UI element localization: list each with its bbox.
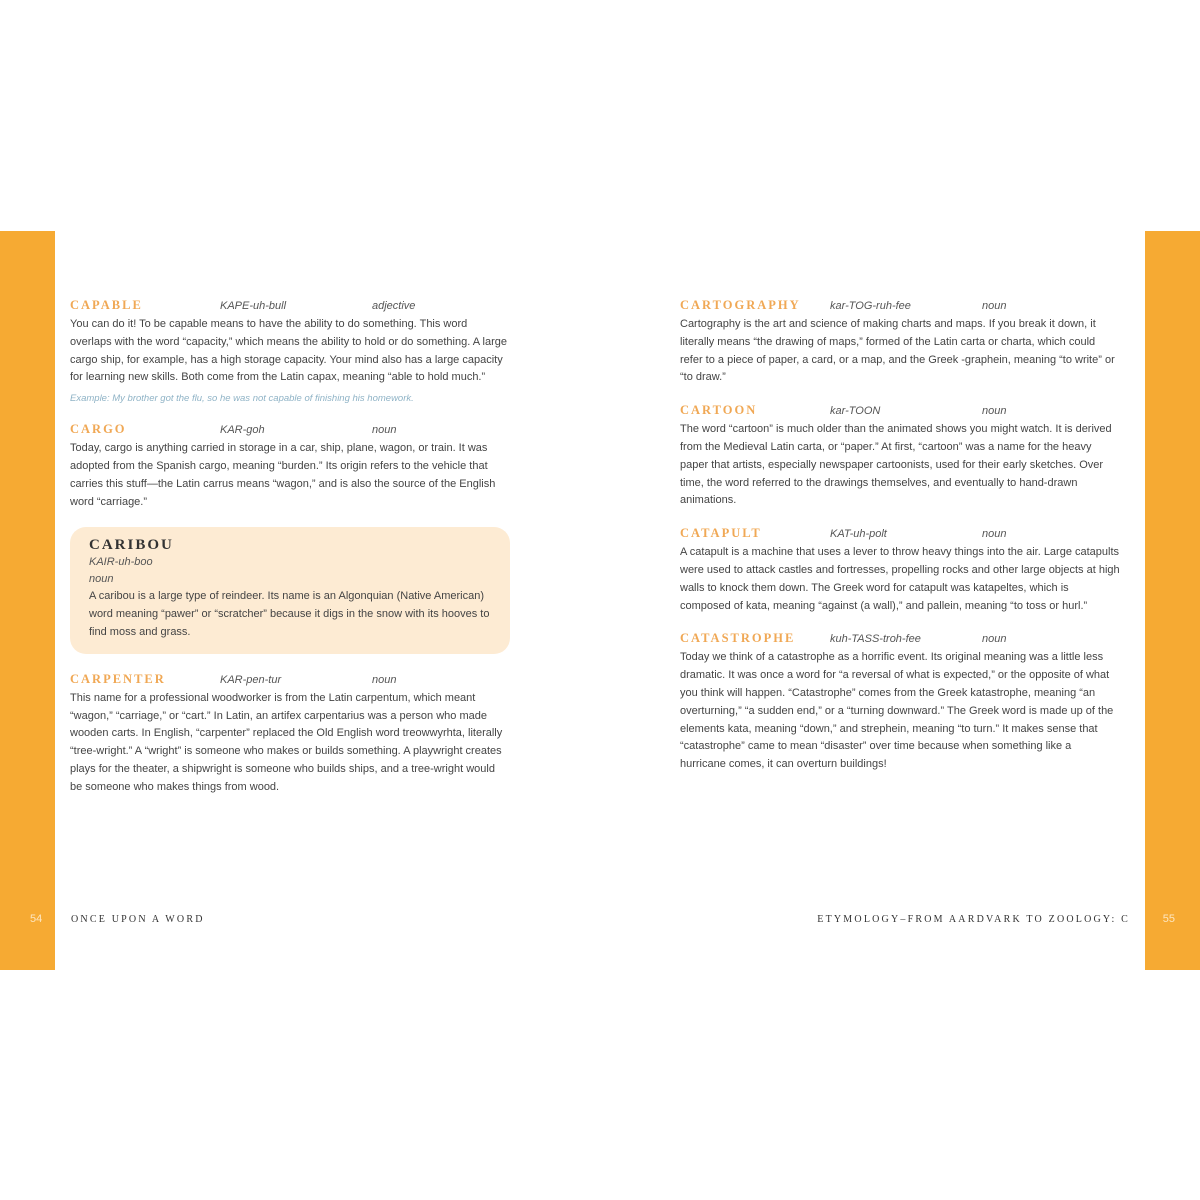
entry-carpenter — [70, 672, 510, 797]
entry-word: CARGO — [70, 422, 127, 437]
left-page-column — [70, 298, 510, 813]
right-page-column — [680, 298, 1120, 790]
entry-capable — [70, 298, 510, 404]
entry-word: CARTOON — [680, 403, 758, 418]
entry-part-of-speech: adjective — [372, 300, 416, 312]
entry-pronunciation: kar-TOON — [830, 405, 881, 418]
entry-definition: Today, cargo is anything carried in storage in a car, ship, plane, wagon, or train. It was adopted from the Spanish cargo, meaning “burden.” Its origin refers to the vehicle that carries this stuff—the Latin carrus means “wagon,” and is also the source of the English word “carriage.” — [70, 442, 496, 508]
entry-definition: A catapult is a machine that uses a lever to throw heavy things into the air. Large catapults were used to attack castles and fortresses, propelling rocks and other large objects at high walls to knock them down. The Greek word for catapult was katapeltes, which is composed of kata, meaning “against (a wall),” and pallein, meaning “to toss or hurl.” — [680, 546, 1120, 612]
entry-definition: Today we think of a catastrophe as a horrific event. Its original meaning was a little less dramatic. It was once a word for “a reversal of what is expected,” or the opposite of what you think will happen. “Catastrophe” comes from the Greek katastrophe, meaning “an overturning,” “a sudden end,” or a “turning downward.” The Greek word is made up of the elements kata, meaning “down,” and strephein, meaning “to turn.” It makes sense that “catastrophe” came to mean “disaster” over time because when something like a hurricane comes, it can overturn buildings! — [680, 651, 1114, 771]
entry-catastrophe — [680, 631, 1120, 774]
entry-word: CARTOGRAPHY — [680, 298, 801, 312]
entry-header — [70, 672, 510, 690]
book-spread — [0, 231, 1200, 970]
right-page-edge-bar — [1145, 231, 1200, 970]
entry-part-of-speech: noun — [982, 300, 1007, 312]
entry-part-of-speech: noun — [982, 528, 1007, 541]
entry-cargo — [70, 422, 510, 511]
entry-example: Example: My brother got the flu, so he was not capable of finishing his homework. — [70, 393, 414, 405]
entry-cartoon — [680, 403, 1120, 510]
entry-pronunciation: KAT-uh-polt — [830, 528, 887, 541]
entry-header — [680, 298, 1120, 316]
entry-header — [70, 298, 510, 316]
entry-definition: Cartography is the art and science of making charts and maps. If you break it down, it literally means “the drawing of maps,” formed of the Latin carta or charta, which could refer to a piece of paper, a card, or a map, and the Greek -graphein, meaning “to write” or “to draw.” — [680, 318, 1115, 384]
entry-definition: This name for a professional woodworker is from the Latin carpentum, which meant “wagon,” “carriage,” or “cart.” In Latin, an artifex carpentarius was a person who made wooden carts. In English, “carpenter” replaced the Old English word treowwyrhta, literally “tree-wright.” A “wright” is someone who makes or builds something. A playwright creates plays for the theater, a shipwright is someone who builds ships, and a tree-wright would be someone who makes things from wood. — [70, 691, 503, 793]
entry-word: CAPABLE — [70, 298, 143, 312]
left-page-number: 54 — [30, 913, 43, 925]
entry-definition: The word “cartoon” is much older than the animated shows you might watch. It is derived from the Medieval Latin carta, or “paper.” At first, “cartoon” was a name for the heavy paper that artists, especially newspaper cartoonists, used for their early sketches. Over time, the word referred to the drawings themselves, and eventually to hand-drawn animations. — [680, 423, 1112, 507]
right-page-number: 55 — [1162, 913, 1175, 925]
sidebar-part-of-speech: noun — [89, 573, 114, 586]
sidebar-word: CARIBOU — [89, 537, 174, 554]
entry-part-of-speech: noun — [982, 405, 1007, 418]
entry-pronunciation: kar-TOG-ruh-fee — [830, 300, 911, 312]
entry-word: CARPENTER — [70, 671, 166, 686]
entry-pronunciation: KAR-goh — [220, 424, 265, 437]
sidebar-definition: A caribou is a large type of reindeer. Its name is an Algonquian (Native American) word meaning “pawer” or “scratcher” because it digs in the snow with its hooves to find moss and grass. — [89, 590, 490, 638]
right-running-footer: ETYMOLOGY–FROM AARDVARK TO ZOOLOGY: C — [817, 914, 1130, 925]
entry-header — [680, 631, 1120, 649]
entry-header — [680, 526, 1120, 544]
entry-definition: You can do it! To be capable means to have the ability to do something. This word overlaps with the word “capacity,” which means the ability to hold or do something. A large cargo ship, for example, has a high storage capacity. Your mind also has a large capacity for learning new skills. Both come from the Latin capax, meaning “able to hold much.” — [70, 318, 507, 384]
entry-part-of-speech: noun — [372, 424, 397, 437]
entry-pronunciation: KAPE-uh-bull — [220, 300, 287, 312]
caribou-sidebar-box — [70, 527, 510, 653]
entry-header — [70, 422, 510, 440]
entry-cartography — [680, 298, 1120, 387]
entry-word: CATASTROPHE — [680, 631, 796, 646]
entry-pronunciation: KAR-pen-tur — [220, 673, 282, 686]
entry-header — [680, 403, 1120, 421]
left-running-footer: ONCE UPON A WORD — [71, 914, 205, 925]
entry-part-of-speech: noun — [982, 633, 1007, 646]
entry-catapult — [680, 526, 1120, 615]
entry-part-of-speech: noun — [372, 673, 397, 686]
entry-word: CATAPULT — [680, 526, 762, 541]
left-page-edge-bar — [0, 231, 55, 970]
sidebar-pronunciation: KAIR-uh-boo — [89, 556, 153, 569]
entry-pronunciation: kuh-TASS-troh-fee — [830, 633, 921, 646]
